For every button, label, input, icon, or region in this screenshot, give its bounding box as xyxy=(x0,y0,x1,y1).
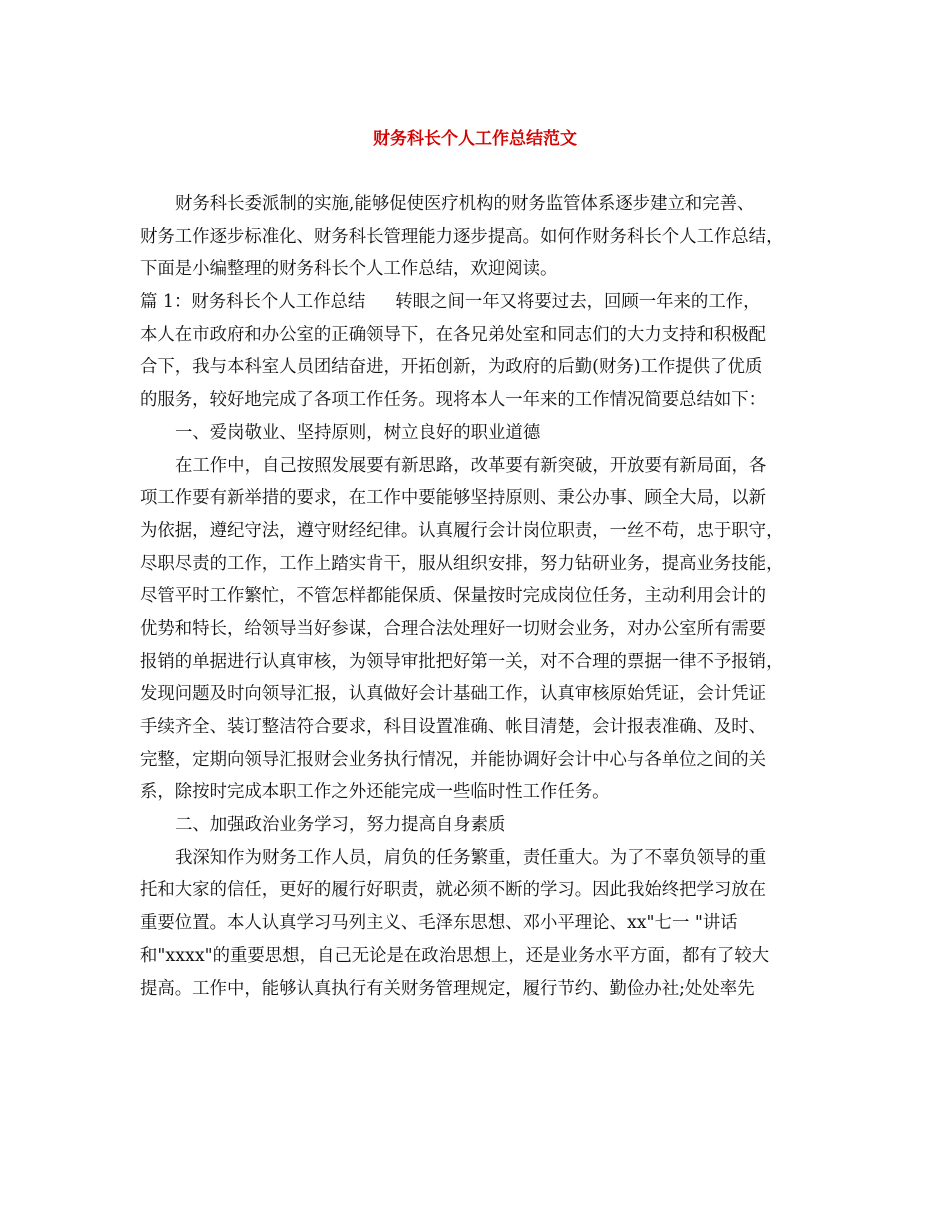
paragraph-line: 财务工作逐步标准化、财务科长管理能力逐步提高。如何作财务科长个人工作总结， xyxy=(140,226,784,247)
document-title: 财务科长个人工作总结范文 xyxy=(373,129,577,149)
paragraph-line: 尽管平时工作繁忙，不管怎样都能保质、保量按时完成岗位任务，主动利用会计的 xyxy=(140,586,767,607)
paragraph-line: 我深知作为财务工作人员，肩负的任务繁重，责任重大。为了不辜负领导的重 xyxy=(175,847,767,868)
paragraph-line: 下面是小编整理的财务科长个人工作总结，欢迎阅读。 xyxy=(140,259,558,280)
paragraph-line: 完整，定期向领导汇报财会业务执行情况，并能协调好会计中心与各单位之间的关 xyxy=(140,749,767,770)
paragraph-line: 尽职尽责的工作，工作上踏实肯干，服从组织安排，努力钻研业务，提高业务技能， xyxy=(140,553,784,574)
paragraph-line: 重要位置。本人认真学习马列主义、毛泽东思想、邓小平理论、xx"七一 "讲话 xyxy=(140,913,738,934)
paragraph-line: 为依据，遵纪守法，遵守财经纪律。认真履行会计岗位职责，一丝不苟，忠于职守， xyxy=(140,520,784,541)
paragraph-line: 在工作中，自己按照发展要有新思路，改革要有新突破，开放要有新局面，各 xyxy=(175,455,767,476)
paragraph-line: 发现问题及时向领导汇报，认真做好会计基础工作，认真审核原始凭证，会计凭证 xyxy=(140,684,767,705)
paragraph-line: 报销的单据进行认真审核，为领导审批把好第一关，对不合理的票据一律不予报销， xyxy=(140,651,784,672)
paragraph-line: 提高。工作中，能够认真执行有关财务管理规定，履行节约、勤俭办社;处处率先 xyxy=(140,978,755,999)
section-heading: 篇 1：财务科长个人工作总结 xyxy=(140,292,366,313)
paragraph-line: 项工作要有新举措的要求，在工作中要能够坚持原则、秉公办事、顾全大局，以新 xyxy=(140,488,767,509)
paragraph-line xyxy=(140,286,830,319)
paragraph-line: 手续齐全、装订整洁符合要求，科目设置准确、帐目清楚，会计报表准确、及时、 xyxy=(140,717,767,737)
paragraph-line: 系，除按时完成本职工作之外还能完成一些临时性工作任务。 xyxy=(140,782,610,803)
section-heading: 二、加强政治业务学习，努力提高自身素质 xyxy=(175,815,506,836)
paragraph-line: 的服务，较好地完成了各项工作任务。现将本人一年来的工作情况简要总结如下： xyxy=(140,390,767,411)
paragraph-line: 托和大家的信任，更好的履行好职责，就必须不断的学习。因此我始终把学习放在 xyxy=(140,880,767,901)
paragraph-line: 财务科长委派制的实施,能够促使医疗机构的财务监管体系逐步建立和完善、 xyxy=(175,194,755,214)
paragraph-line: 优势和特长，给领导当好参谋，合理合法处理好一切财会业务，对办公室所有需要 xyxy=(140,618,767,639)
document-body xyxy=(140,188,830,1005)
paragraph-line: 合下，我与本科室人员团结奋进，开拓创新，为政府的后勤(财务)工作提供了优质 xyxy=(140,357,763,378)
paragraph-line: 本人在市政府和办公室的正确领导下，在各兄弟处室和同志们的大力支持和积极配 xyxy=(140,324,767,345)
paragraph-line: 和"xxxx"的重要思想，自己无论是在政治思想上，还是业务水平方面，都有了较大 xyxy=(140,945,770,966)
section-heading: 一、爱岗敬业、坚持原则，树立良好的职业道德 xyxy=(175,422,541,443)
paragraph-text: 转眼之间一年又将要过去，回顾一年来的工作， xyxy=(395,292,761,313)
